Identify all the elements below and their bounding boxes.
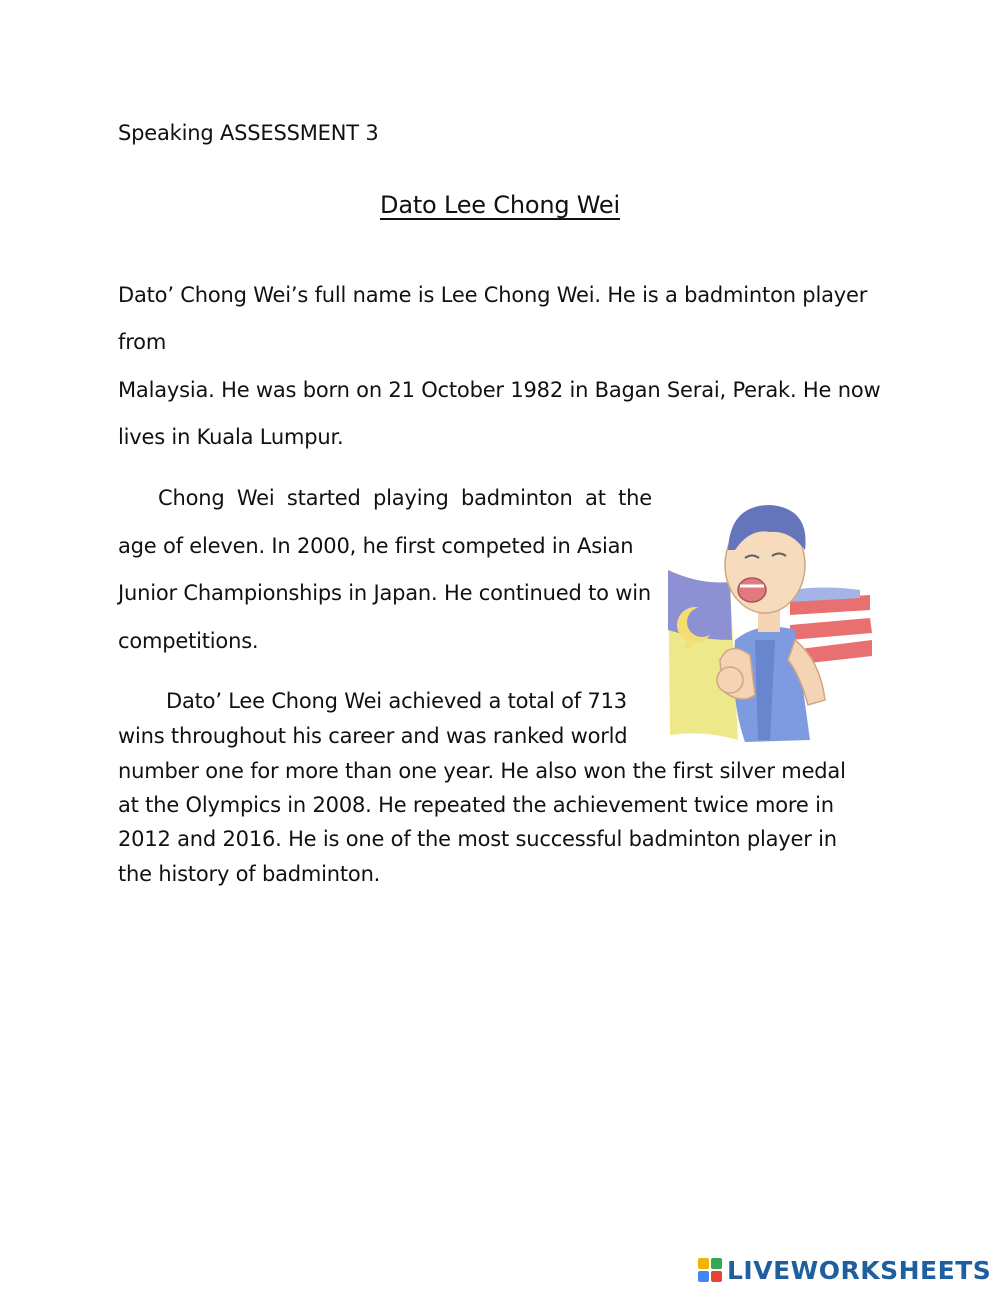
paragraph3-line: number one for more than one year. He also won the first silver medal [118, 759, 846, 783]
paragraph3-line: wins throughout his career and was ranked world [118, 724, 628, 748]
assessment-heading: Speaking ASSESSMENT 3 [118, 121, 379, 145]
logo-text: LIVEWORKSHEETS [727, 1255, 992, 1285]
paragraph3-line: 2012 and 2016. He is one of the most successful badminton player in [118, 827, 837, 851]
paragraph2-line: Junior Championships in Japan. He continued to win [118, 581, 651, 605]
paragraph2-line: competitions. [118, 629, 259, 653]
liveworksheets-logo [697, 1255, 991, 1285]
paragraph2-line: Chong Wei started playing badminton at the [158, 486, 652, 510]
paragraph1-line: from [118, 330, 167, 354]
liveworksheets-logo-icon [697, 1257, 723, 1283]
paragraph2-line: age of eleven. In 2000, he first competed in Asian [118, 534, 634, 558]
paragraph1-line: Dato’ Chong Wei’s full name is Lee Chong Wei. He is a badminton player [118, 283, 868, 307]
paragraph1-line: lives in Kuala Lumpur. [118, 425, 344, 449]
paragraph3-line: Dato’ Lee Chong Wei achieved a total of 713 [166, 689, 627, 713]
document-title: Dato Lee Chong Wei [380, 191, 620, 219]
paragraph1-line: Malaysia. He was born on 21 October 1982 in Bagan Serai, Perak. He now [118, 378, 881, 402]
paragraph3-line: at the Olympics in 2008. He repeated the achievement twice more in [118, 793, 834, 817]
paragraph3-line: the history of badminton. [118, 862, 381, 886]
badminton-player-caricature-icon [660, 490, 875, 750]
